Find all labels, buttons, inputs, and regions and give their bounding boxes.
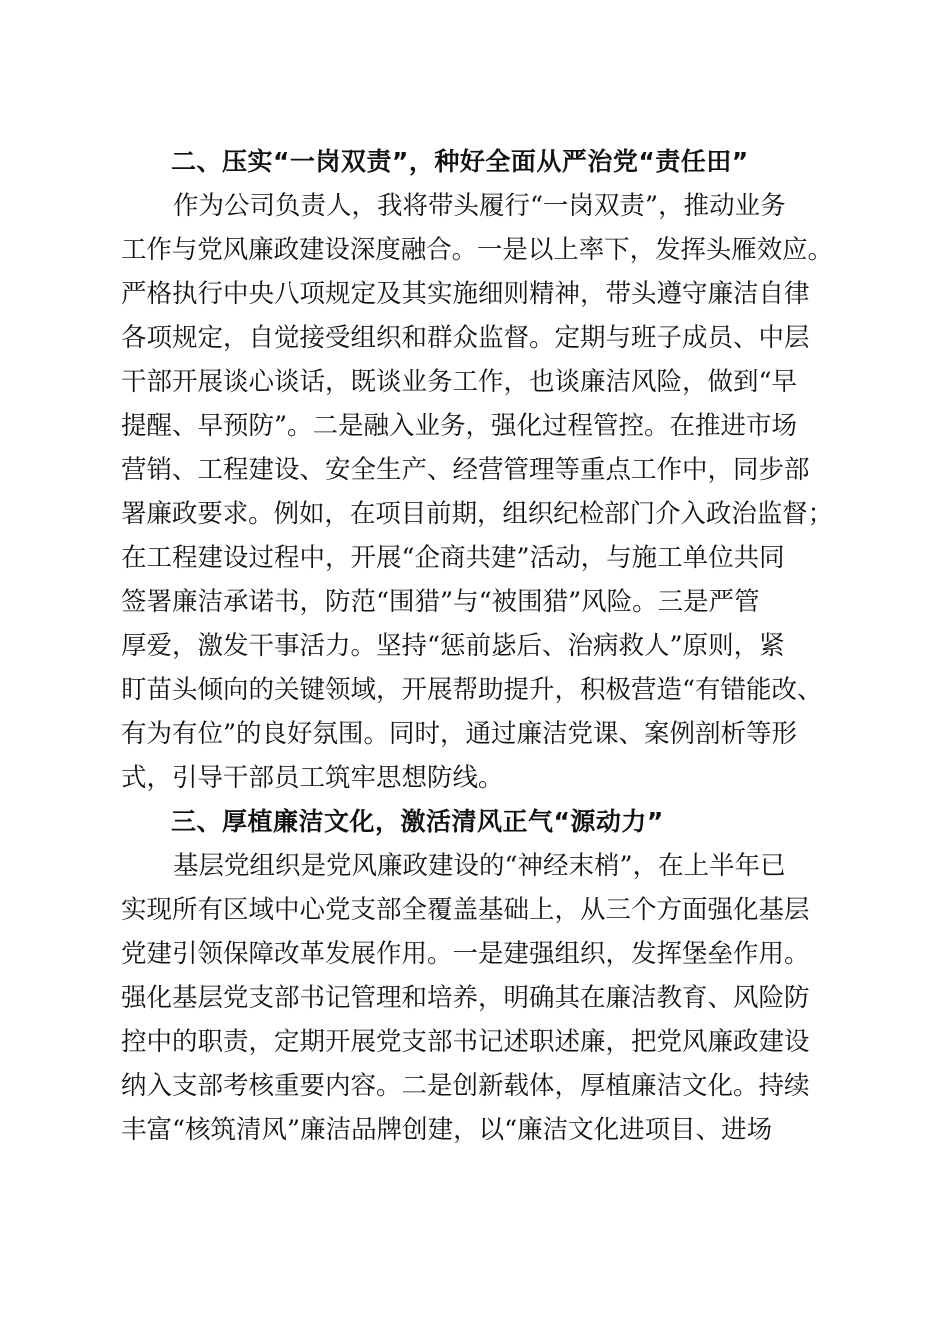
paragraph-line: 式，引导干部员工筑牢思想防线。 [121, 763, 504, 793]
paragraph-line: 盯苗头倾向的关键领域，开展帮助提升，积极营造“有错能改、 [121, 675, 823, 705]
paragraph-line: 丰富“核筑清风”廉洁品牌创建，以“廉洁文化进项目、进场 [121, 1115, 773, 1145]
paragraph-line: 有为有位”的良好氛围。同时，通过廉洁党课、案例剖析等形 [121, 719, 798, 749]
section-2-heading: 二、压实“一岗双责”，种好全面从严治党“责任田” [171, 147, 749, 176]
section-3-paragraph [121, 844, 833, 1152]
paragraph-line: 工作与党风廉政建设深度融合。一是以上率下，发挥头雁效应。 [121, 235, 834, 265]
paragraph-line: 控中的职责，定期开展党支部书记述职述廉，把党风廉政建设 [121, 1027, 810, 1057]
paragraph-line: 干部开展谈心谈话，既谈业务工作，也谈廉洁风险，做到“早 [121, 367, 798, 397]
paragraph-line: 强化基层党支部书记管理和培养，明确其在廉洁教育、风险防 [121, 983, 810, 1013]
paragraph-line: 党建引领保障改革发展作用。一是建强组织，发挥堡垒作用。 [121, 939, 810, 969]
paragraph-line: 提醒、早预防”。二是融入业务，强化过程管控。在推进市场 [121, 411, 798, 441]
paragraph-line: 纳入支部考核重要内容。二是创新载体，厚植廉洁文化。持续 [121, 1071, 810, 1101]
paragraph-line: 严格执行中央八项规定及其实施细则精神，带头遵守廉洁自律 [121, 279, 810, 309]
document-body [121, 140, 833, 1152]
paragraph-line: 在工程建设过程中，开展“企商共建”活动，与施工单位共同 [121, 543, 785, 573]
paragraph-line: 各项规定，自觉接受组织和群众监督。定期与班子成员、中层 [121, 323, 810, 353]
paragraph-line: 签署廉洁承诺书，防范“围猎”与“被围猎”风险。三是严管 [121, 587, 760, 617]
paragraph-line: 厚爱，激发干事活力。坚持“惩前毖后、治病救人”原则，紧 [121, 631, 785, 661]
paragraph-line: 实现所有区域中心党支部全覆盖基础上，从三个方面强化基层 [121, 895, 810, 925]
paragraph-line: 基层党组织是党风廉政建设的“神经末梢”，在上半年已 [173, 851, 786, 881]
paragraph-line: 署廉政要求。例如，在项目前期，组织纪检部门介入政治监督； [121, 499, 834, 529]
section-2-paragraph [121, 184, 833, 800]
section-3-heading: 三、厚植廉洁文化，激活清风正气“源动力” [171, 807, 664, 836]
paragraph-line: 营销、工程建设、安全生产、经营管理等重点工作中，同步部 [121, 455, 810, 485]
paragraph-line: 作为公司负责人，我将带头履行“一岗双责”，推动业务 [173, 191, 786, 221]
